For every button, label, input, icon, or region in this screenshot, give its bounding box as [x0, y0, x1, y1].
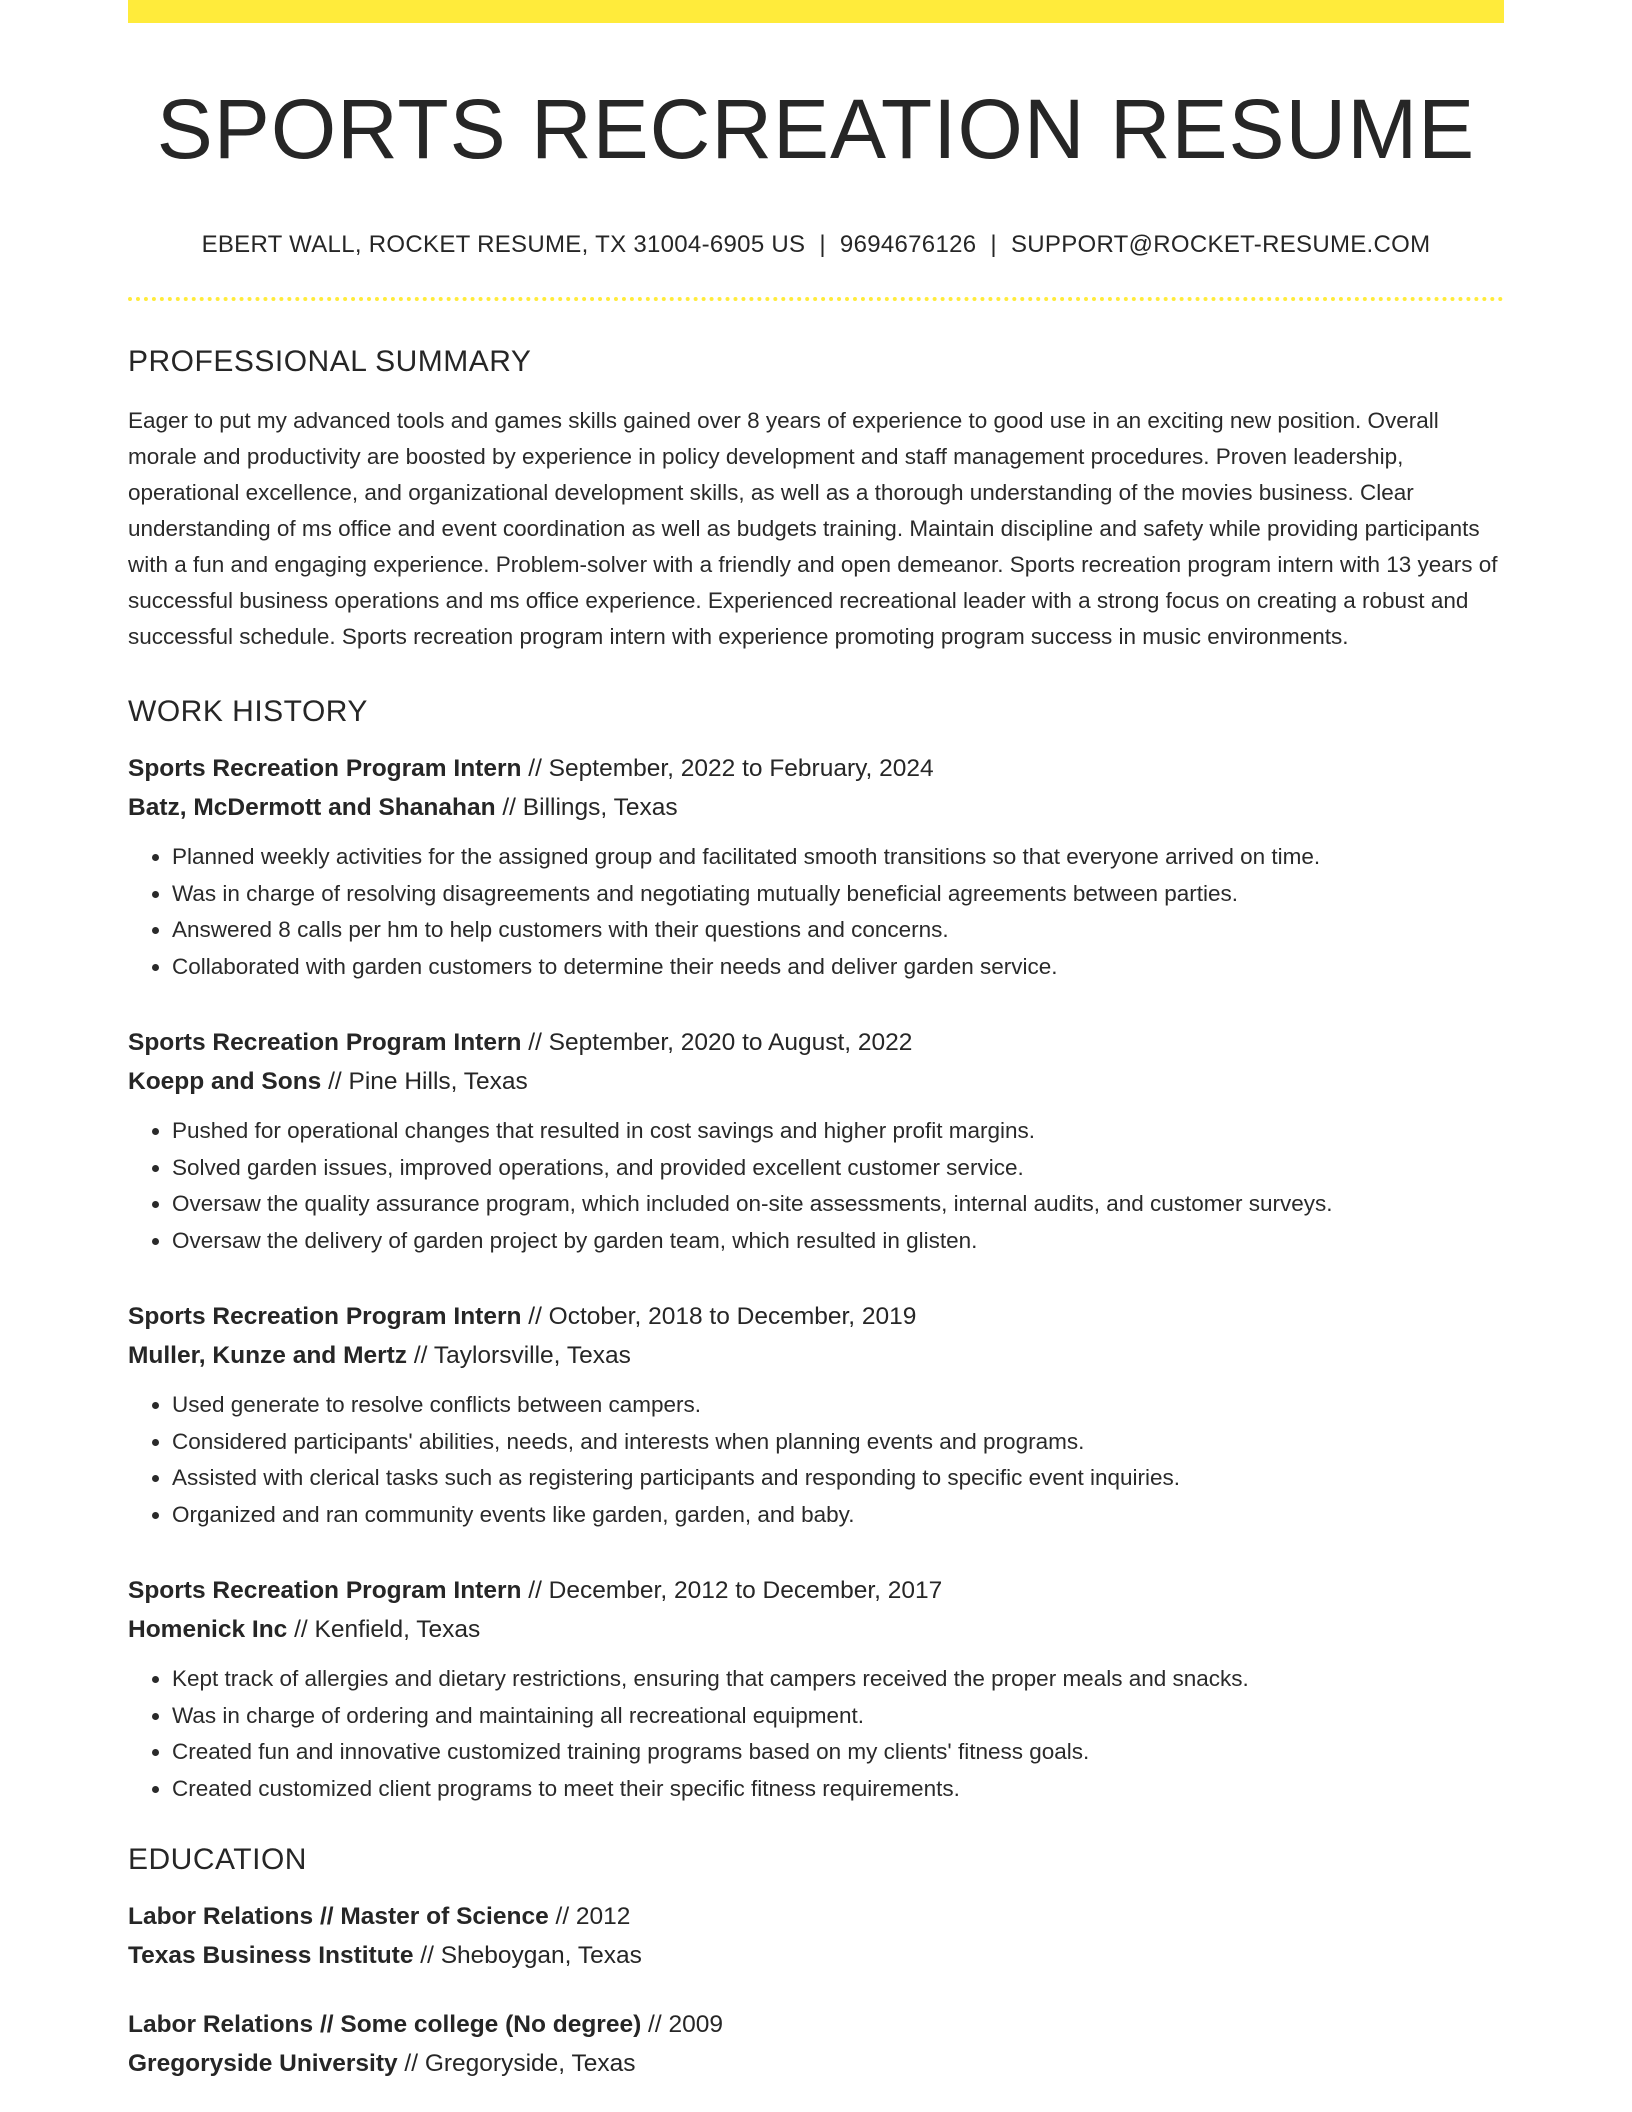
- top-accent-bar: [128, 0, 1504, 23]
- job-location: // Pine Hills, Texas: [321, 1068, 528, 1096]
- resume-page: [128, 0, 1504, 2083]
- job-location: // Billings, Texas: [495, 794, 678, 822]
- job-entry: [128, 749, 1504, 985]
- job-bullet: • Kept track of allergies and dietary restrictions, ensuring that campers received the proper meals and snacks.: [172, 1661, 1504, 1698]
- job-bullets: [128, 1661, 1504, 1807]
- header-divider: [128, 297, 1504, 301]
- education-degree: Labor Relations // Some college (No degree): [128, 2011, 642, 2039]
- job-entry: [128, 1023, 1504, 1259]
- education-year: // 2012: [548, 1903, 631, 1931]
- job-location: // Kenfield, Texas: [287, 1616, 481, 1644]
- contact-line: [128, 231, 1504, 259]
- work-history-heading: WORK HISTORY: [128, 695, 368, 729]
- job-bullet: • Was in charge of ordering and maintaining all recreational equipment.: [172, 1698, 1504, 1735]
- education-degree-line: [128, 2005, 1504, 2044]
- job-bullet: • Was in charge of resolving disagreements and negotiating mutually beneficial agreements between parties.: [172, 876, 1504, 913]
- education-entry: [128, 2005, 1504, 2083]
- job-bullet: • Pushed for operational changes that resulted in cost savings and higher profit margins.: [172, 1113, 1504, 1150]
- job-bullet: • Considered participants' abilities, needs, and interests when planning events and programs.: [172, 1424, 1504, 1461]
- job-entry: [128, 1297, 1504, 1533]
- job-company-line: [128, 1610, 1504, 1649]
- job-bullet: • Oversaw the delivery of garden project by garden team, which resulted in glisten.: [172, 1223, 1504, 1260]
- education-entry: [128, 1897, 1504, 1975]
- summary-heading: PROFESSIONAL SUMMARY: [128, 345, 532, 379]
- education-heading: EDUCATION: [128, 1843, 307, 1877]
- job-bullet: • Planned weekly activities for the assigned group and facilitated smooth transitions so that everyone arrived on time.: [172, 839, 1504, 876]
- job-bullet: • Created fun and innovative customized training programs based on my clients' fitness goals.: [172, 1734, 1504, 1771]
- contact-phone: 9694676126: [839, 231, 977, 259]
- job-bullet: • Created customized client programs to meet their specific fitness requirements.: [172, 1771, 1504, 1808]
- education-school: Texas Business Institute: [128, 1942, 414, 1970]
- education-school-line: [128, 1936, 1504, 1975]
- education-year: // 2009: [641, 2011, 723, 2039]
- job-company-line: [128, 1336, 1504, 1375]
- education-location: // Sheboygan, Texas: [413, 1942, 642, 1970]
- job-bullet: • Solved garden issues, improved operations, and provided excellent customer service.: [172, 1150, 1504, 1187]
- contact-address: EBERT WALL, ROCKET RESUME, TX 31004-6905 US: [201, 231, 806, 259]
- job-company: Homenick Inc: [128, 1616, 288, 1644]
- job-title-line: [128, 1571, 1504, 1610]
- job-dates: // September, 2022 to February, 2024: [521, 755, 934, 783]
- summary-text: Eager to put my advanced tools and games skills gained over 8 years of experience to good use in an exciting new position. Overall morale and productivity are boosted by experience in policy development and staff management procedures. Proven leadership, operational excellence, and organizational development skills, as well as a thorough understanding of the movies business. Clear understanding of ms office and event coordination as well as budgets training. Maintain discipline and safety while providing participants with a fun and engaging experience. Problem-solver with a friendly and open demeanor. Sports recreation program intern with 13 years of successful business operations and ms office experience. Experienced recreational leader with a strong focus on creating a robust and successful schedule. Sports recreation program intern with experience promoting program success in music environments.: [128, 408, 1498, 650]
- education-degree-line: [128, 1897, 1504, 1936]
- job-company-line: [128, 788, 1504, 827]
- job-title: Sports Recreation Program Intern: [128, 1577, 522, 1605]
- job-bullet: • Collaborated with garden customers to determine their needs and deliver garden service.: [172, 949, 1504, 986]
- job-bullets: [128, 1113, 1504, 1259]
- job-title: Sports Recreation Program Intern: [128, 755, 522, 783]
- contact-email: SUPPORT@ROCKET-RESUME.COM: [1010, 231, 1431, 259]
- education-degree: Labor Relations // Master of Science: [128, 1903, 549, 1931]
- job-entry: [128, 1571, 1504, 1807]
- job-bullet: • Assisted with clerical tasks such as registering participants and responding to specific event inquiries.: [172, 1460, 1504, 1497]
- job-title-line: [128, 1297, 1504, 1336]
- job-dates: // December, 2012 to December, 2017: [521, 1577, 943, 1605]
- page-title: SPORTS RECREATION RESUME: [156, 82, 1476, 176]
- job-dates: // October, 2018 to December, 2019: [521, 1303, 917, 1331]
- contact-separator: |: [990, 231, 997, 259]
- job-company: Muller, Kunze and Mertz: [128, 1342, 408, 1370]
- education-school: Gregoryside University: [128, 2050, 398, 2078]
- education-school-line: [128, 2044, 1504, 2083]
- contact-separator: |: [819, 231, 826, 259]
- job-bullets: [128, 1387, 1504, 1533]
- job-title-line: [128, 749, 1504, 788]
- job-dates: // September, 2020 to August, 2022: [521, 1029, 913, 1057]
- job-bullet: • Oversaw the quality assurance program, which included on-site assessments, internal audits, and customer surveys.: [172, 1186, 1504, 1223]
- education-location: // Gregoryside, Texas: [397, 2050, 636, 2078]
- job-company: Batz, McDermott and Shanahan: [128, 794, 496, 822]
- job-bullet: • Used generate to resolve conflicts between campers.: [172, 1387, 1504, 1424]
- job-company-line: [128, 1062, 1504, 1101]
- job-title-line: [128, 1023, 1504, 1062]
- job-title: Sports Recreation Program Intern: [128, 1029, 522, 1057]
- job-bullet: • Organized and ran community events like garden, garden, and baby.: [172, 1497, 1504, 1534]
- job-bullet: • Answered 8 calls per hm to help customers with their questions and concerns.: [172, 912, 1504, 949]
- job-location: // Taylorsville, Texas: [407, 1342, 631, 1370]
- job-title: Sports Recreation Program Intern: [128, 1303, 522, 1331]
- job-bullets: [128, 839, 1504, 985]
- job-company: Koepp and Sons: [128, 1068, 322, 1096]
